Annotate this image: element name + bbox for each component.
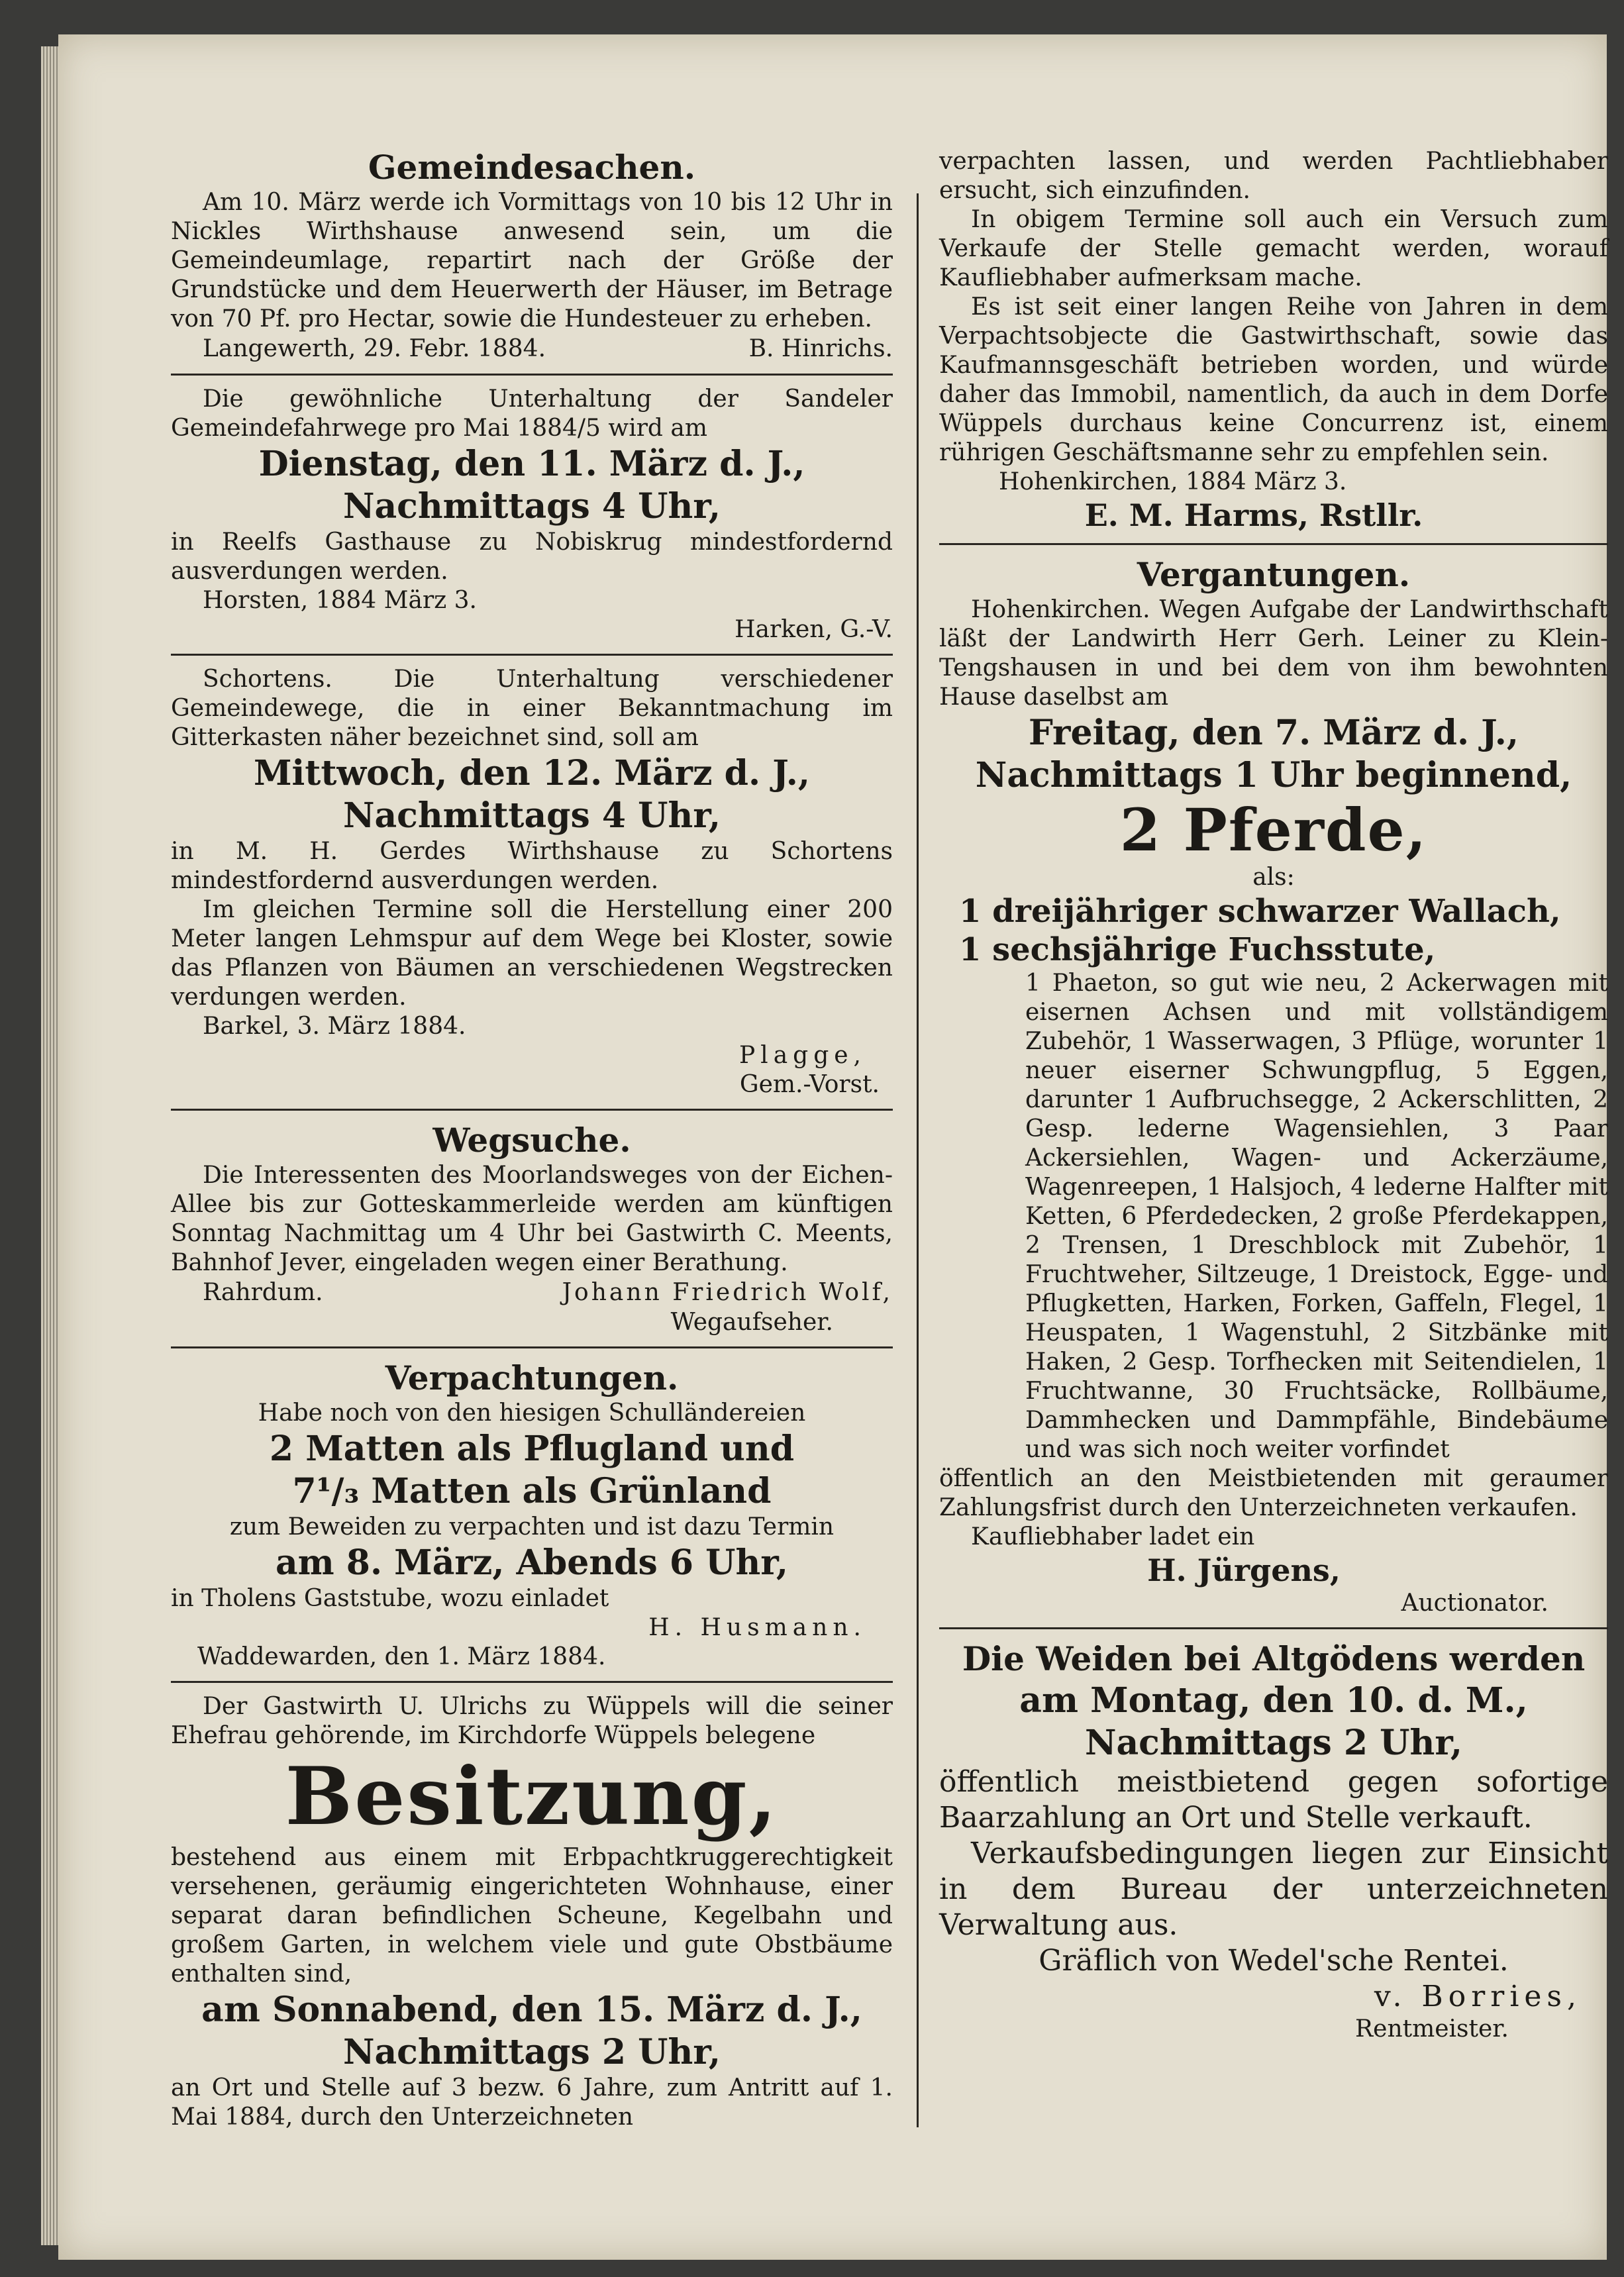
notice-intro: Der Gastwirth U. Ulrichs zu Wüppels will die seiner Ehefrau gehörende, im Kirchdorfe Wüppels belegene — [171, 1693, 893, 1749]
notice-heading: Wegsuche. — [432, 1121, 631, 1160]
signer: v. Borries, — [1374, 1980, 1582, 2013]
time-line: Nachmittags 4 Uhr, — [342, 486, 721, 527]
place-date: Horsten, 1884 März 3. — [203, 587, 477, 614]
notice-line-1: Die Weiden bei Altgödens werden — [962, 1639, 1586, 1678]
item-1: 1 dreijähriger schwarzer Wallach, — [959, 893, 1561, 930]
notice-body-2: an Ort und Stelle auf 3 bezw. 6 Jahre, zum Antritt auf 1. Mai 1884, durch den Unterzeichneten — [171, 2074, 893, 2131]
divider — [171, 654, 893, 656]
notice-body-3: Kaufliebhaber ladet ein — [971, 1523, 1255, 1550]
divider — [171, 1346, 893, 1348]
notice-heading: Vergantungen. — [1137, 555, 1411, 594]
place-date: Hohenkirchen, 1884 März 3. — [999, 468, 1347, 495]
signer-org: Gräflich von Wedel'sche Rentei. — [1039, 1944, 1509, 1978]
date-line: am Montag, den 10. d. M., — [1019, 1680, 1528, 1721]
divider — [171, 1681, 893, 1683]
left-column — [171, 147, 893, 2132]
divider — [171, 374, 893, 376]
signer: H. Jürgens, — [1147, 1552, 1341, 1588]
inventory-list: 1 Phaeton, so gut wie neu, 2 Ackerwagen mit eisernen Achsen und mit vollständigem Zubehör, 1 Wasserwagen, 3 Pflüge, worunter 1 neuer eiserner Schwungpflug, 5 Eggen, darunter 1 Aufbruchsegge, 2 Ackerschlitten, 2 Gesp. lederne Wagensiehlen, 3 Paar Ackersiehlen, Wagen- und Ackerzäume, Wagenreepen, 1 Halsjoch, 4 lederne Halfter mit Ketten, 6 Pferdedecken, 2 große Pferdekappen, 2 Trensen, 1 Dreschblock mit Zubehör, 1 Fruchtweher, Siltzeuge, 1 Dreistock, Egge- und Pflugketten, Harken, Forken, Gaffeln, Flegel, 1 Heuspaten, 1 Wagenstuhl, 2 Sitzbänke mit Haken, 2 Gesp. Torfhecken mit Seitendielen, 1 Fruchtwanne, 30 Fruchtsäcke, Rollbäume, Dammhecken und Dammpfähle, Bindebäume und was sich noch weiter vorfindet — [1025, 970, 1608, 1463]
notice-body: Hohenkirchen. Wegen Aufgabe der Landwirthschaft läßt der Landwirth Herr Gerh. Leiner zu Klein-Tengshausen in und bei dem von ihm bewohnten Hause daselbst am — [939, 596, 1608, 711]
notice-title: Besitzung, — [285, 1750, 779, 1843]
column-rule — [917, 193, 919, 2127]
signer-title: Wegaufseher. — [670, 1309, 833, 1336]
signer: Plagge, — [738, 1042, 866, 1069]
signer: H. Husmann. — [648, 1614, 866, 1641]
notice-wegsuche — [171, 1120, 893, 1337]
notice-intro: Habe noch von den hiesigen Schulländereien — [258, 1399, 806, 1427]
divider — [939, 1627, 1608, 1629]
date-line: am 8. März, Abends 6 Uhr, — [275, 1543, 789, 1583]
date-line: am Sonnabend, den 15. März d. J., — [201, 1990, 862, 2030]
notice-vergantungen — [939, 554, 1608, 1618]
place-date: Langewerth, 29. Febr. 1884. — [203, 335, 546, 362]
notice-body: öffentlich meistbietend gegen sofortige Baarzahlung an Ort und Stelle verkauft. — [939, 1765, 1608, 1835]
signer-title: Gem.-Vorst. — [739, 1071, 880, 1098]
place-date: Waddewarden, den 1. März 1884. — [197, 1643, 606, 1670]
signer: E. M. Harms, Rstllr. — [1084, 497, 1423, 533]
notice-gemeindesachen — [171, 147, 893, 364]
notice-heading: Gemeindesachen. — [368, 148, 696, 187]
signer-title: Rentmeister. — [1355, 2015, 1509, 2043]
signer: B. Hinrichs. — [748, 335, 893, 362]
item-2: 1 sechsjährige Fuchsstute, — [959, 931, 1436, 968]
signature-line — [171, 1278, 893, 1308]
signature-line — [171, 334, 893, 364]
notice-body-2: Verkaufsbedingungen liegen zur Einsicht in dem Bureau der unterzeichneten Verwaltung aus. — [939, 1837, 1608, 1942]
notice-body-3: Im gleichen Termine soll die Herstellung einer 200 Meter langen Lehmspur auf dem Wege bei Kloster, sowie das Pflanzen von Bäumen an verschiedenen Wegstrecken verdungen werden. — [171, 896, 893, 1011]
newspaper-page — [58, 34, 1607, 2260]
date-line: Dienstag, den 11. März d. J., — [258, 444, 805, 484]
date-line: Freitag, den 7. März d. J., — [1029, 713, 1519, 753]
notice-body: Am 10. März werde ich Vormittags von 10 bis 12 Uhr in Nickles Wirthshause anwesend sein, um die Gemeindeumlage, repartirt nach der Größe der Grundstücke und dem Heuerwerth der Häuser, im Betrage von 70 Pf. pro Hectar, sowie die Hundesteuer zu erheben. — [171, 189, 893, 332]
notice-body: zum Beweiden zu verpachten und ist dazu Termin — [229, 1513, 835, 1541]
place: Rahrdum. — [203, 1279, 323, 1306]
notice-title: 2 Pferde, — [1119, 795, 1428, 864]
notice-schortens — [171, 665, 893, 1099]
als-label: als: — [1252, 864, 1295, 891]
divider — [939, 543, 1608, 545]
notice-heading: Verpachtungen. — [385, 1358, 679, 1397]
notice-body: Die Interessenten des Moorlandsweges von der Eichen-Allee bis zur Gotteskammerleide werden am künftigen Sonntag Nachmittag um 4 Uhr bei Gastwirth C. Meents, Bahnhof Jever, eingeladen wegen einer Berathung. — [171, 1162, 893, 1276]
notice-body: Schortens. Die Unterhaltung verschiedener Gemeindewege, die in einer Bekanntmachung im Gitterkasten näher bezeichnet sind, soll am — [171, 666, 893, 751]
offer-line-2: 7¹/₃ Matten als Grünland — [292, 1471, 772, 1511]
notice-body: verpachten lassen, und werden Pachtliebhaber ersucht, sich einzufinden. — [939, 148, 1608, 204]
notice-body-2: in M. H. Gerdes Wirthshause zu Schortens mindestfordernd ausverdungen werden. — [171, 838, 893, 894]
notice-besitzung-continued — [939, 147, 1608, 534]
notice-body: Die gewöhnliche Unterhaltung der Sandeler Gemeindefahrwege pro Mai 1884/5 wird am — [171, 385, 893, 442]
notice-body-2: in Reelfs Gasthause zu Nobiskrug mindestfordernd ausverdungen werden. — [171, 529, 893, 585]
offer-line-1: 2 Matten als Pflugland und — [269, 1429, 795, 1469]
divider — [171, 1109, 893, 1111]
notice-weiden — [939, 1639, 1608, 2044]
time-line: Nachmittags 2 Uhr, — [342, 2032, 721, 2072]
right-column — [939, 147, 1608, 2044]
notice-body-3: Es ist seit einer langen Reihe von Jahren in dem Verpachtsobjecte die Gastwirthschaft, sowie das Kaufmannsgeschäft betrieben worden, und würde daher das Immobil, namentlich, da auch in dem Dorfe Wüppels durchaus keine Concurrenz ist, einem rührigen Geschäftsmanne sehr zu empfehlen sein. — [939, 293, 1608, 466]
time-line: Nachmittags 2 Uhr, — [1084, 1723, 1463, 1763]
notice-body-2: in Tholens Gaststube, wozu einladet — [171, 1585, 609, 1612]
place-date: Barkel, 3. März 1884. — [203, 1013, 466, 1040]
signer: Johann Friedrich Wolf, — [562, 1279, 893, 1306]
notice-verpachtungen — [171, 1358, 893, 1672]
notice-body-2: öffentlich an den Meistbietenden mit geraumer Zahlungsfrist durch den Unterzeichneten verkaufen. — [939, 1465, 1608, 1521]
time-line: Nachmittags 4 Uhr, — [342, 795, 721, 836]
notice-sandel — [171, 385, 893, 644]
date-line: Mittwoch, den 12. März d. J., — [253, 753, 811, 793]
time-line: Nachmittags 1 Uhr beginnend, — [975, 755, 1572, 795]
signer-title: Auctionator. — [1401, 1590, 1548, 1617]
notice-body: bestehend aus einem mit Erbpachtkruggerechtigkeit versehenen, geräumig eingerichteten Wohnhause, einer separat daran befindlichen Scheune, Kegelbahn und großem Garten, in welchem viele und gute Obstbäume enthalten sind, — [171, 1844, 893, 1988]
signer: Harken, G.-V. — [735, 616, 893, 643]
notice-body-2: In obigem Termine soll auch ein Versuch zum Verkaufe der Stelle gemacht werden, worauf Kaufliebhaber aufmerksam mache. — [939, 206, 1608, 291]
notice-besitzung — [171, 1692, 893, 2132]
